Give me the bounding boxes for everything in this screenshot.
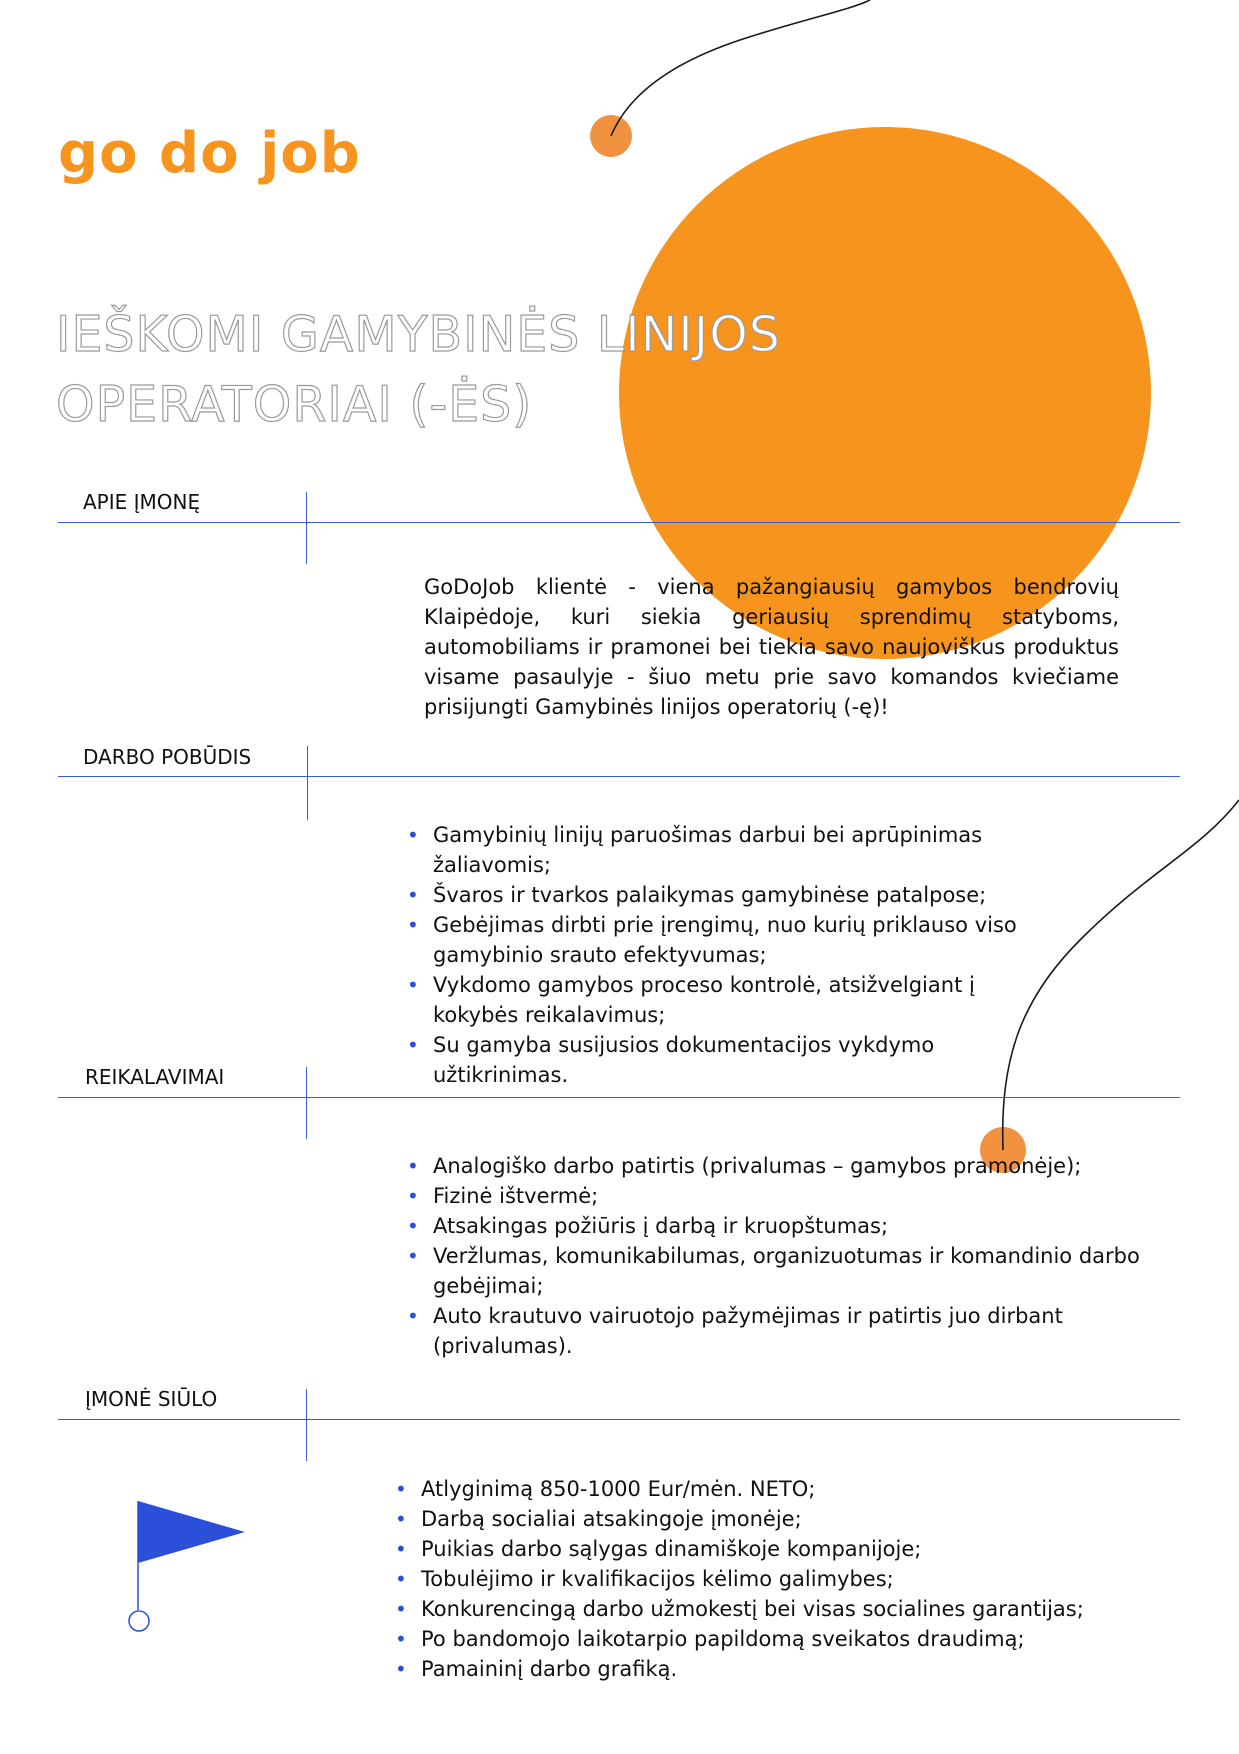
list-item — [403, 1151, 1173, 1181]
section-marker-about — [306, 492, 307, 564]
bullet-icon: • — [395, 1567, 407, 1591]
bullet-icon: • — [407, 1184, 419, 1208]
list-item — [403, 970, 1063, 1030]
list-item — [391, 1564, 1151, 1594]
bullet-icon: • — [395, 1477, 407, 1501]
section-divider-requirements — [58, 1097, 1180, 1098]
section-marker-duties — [307, 746, 308, 820]
list-item-text: Analogiško darbo patirtis (privalumas – gamybos pramonėje); — [433, 1154, 1082, 1178]
duties-list — [403, 820, 1063, 1090]
list-item — [391, 1624, 1151, 1654]
list-item — [391, 1474, 1151, 1504]
list-item — [403, 1241, 1173, 1301]
about-company-text: GoDoJob klientė - viena pažangiausių gamybos bendrovių Klaipėdoje, kuri siekia geriausių sprendimų statyboms, automobiliams ir pramonei bei tiekia savo naujoviškus produktus visame pasaulyje - šiuo metu prie savo komandos kviečiame prisijungti Gamybinės linijos operatorių (-ę)! — [424, 575, 1119, 719]
bullet-icon: • — [407, 1154, 419, 1178]
list-item — [403, 910, 1063, 970]
curve-line-top — [611, 0, 870, 136]
bullet-icon: • — [407, 973, 419, 997]
title-line-2: OPERATORIAI (-ĖS) — [56, 376, 533, 433]
section-label-about: APIE ĮMONĘ — [83, 490, 201, 514]
list-item — [403, 1211, 1173, 1241]
bullet-icon: • — [395, 1597, 407, 1621]
list-item-text: Darbą socialiai atsakingoje įmonėje; — [421, 1507, 802, 1531]
list-item-text: Fizinė ištvermė; — [433, 1184, 599, 1208]
bullet-icon: • — [407, 1214, 419, 1238]
section-divider-about — [58, 522, 1180, 523]
list-item-text: Konkurencingą darbo užmokestį bei visas socialines garantijas; — [421, 1597, 1084, 1621]
list-item — [403, 820, 1063, 880]
list-item — [391, 1534, 1151, 1564]
list-item-text: Veržlumas, komunikabilumas, organizuotumas ir komandinio darbo gebėjimai; — [433, 1244, 1140, 1298]
list-item-text: Švaros ir tvarkos palaikymas gamybinėse patalpose; — [433, 883, 987, 907]
list-item — [403, 1030, 1063, 1090]
list-item-text: Gebėjimas dirbti prie įrengimų, nuo kurių priklauso viso gamybinio srauto efektyvumas; — [433, 913, 1017, 967]
list-item-text: Pamaininį darbo grafiką. — [421, 1657, 678, 1681]
section-marker-requirements — [306, 1067, 307, 1139]
list-item-text: Atlyginimą 850-1000 Eur/mėn. NETO; — [421, 1477, 816, 1501]
section-label-duties: DARBO POBŪDIS — [83, 745, 252, 769]
list-item-text: Po bandomojo laikotarpio papildomą sveikatos draudimą; — [421, 1627, 1025, 1651]
bullet-icon: • — [407, 1033, 419, 1057]
list-item — [403, 1181, 1173, 1211]
list-item-text: Atsakingas požiūris į darbą ir kruopštumas; — [433, 1214, 889, 1238]
list-item — [403, 1301, 1173, 1361]
list-item-text: Su gamyba susijusios dokumentacijos vykdymo užtikrinimas. — [433, 1033, 935, 1087]
page-title — [56, 300, 781, 440]
section-divider-duties — [58, 776, 1180, 777]
section-marker-offer — [306, 1389, 307, 1461]
list-item — [391, 1594, 1151, 1624]
list-item-text: Puikias darbo sąlygas dinamiškoje kompanijoje; — [421, 1537, 922, 1561]
section-label-offer: ĮMONĖ SIŪLO — [85, 1387, 218, 1411]
list-item-text: Tobulėjimo ir kvalifikacijos kėlimo galimybes; — [421, 1567, 894, 1591]
bullet-icon: • — [407, 883, 419, 907]
offer-list — [391, 1474, 1151, 1684]
list-item-text: Auto krautuvo vairuotojo pažymėjimas ir patirtis juo dirbant (privalumas). — [433, 1304, 1063, 1358]
title-line-1: IEŠKOMI GAMYBINĖS LINIJOS — [56, 306, 781, 363]
list-item-text: Gamybinių linijų paruošimas darbui bei aprūpinimas žaliavomis; — [433, 823, 983, 877]
bullet-icon: • — [407, 1304, 419, 1328]
bullet-icon: • — [407, 913, 419, 937]
section-label-requirements: REIKALAVIMAI — [85, 1065, 225, 1089]
bullet-icon: • — [395, 1657, 407, 1681]
bullet-icon: • — [407, 823, 419, 847]
bullet-icon: • — [395, 1627, 407, 1651]
bullet-icon: • — [395, 1537, 407, 1561]
list-item — [403, 880, 1063, 910]
bullet-icon: • — [395, 1507, 407, 1531]
list-item — [391, 1504, 1151, 1534]
list-item-text: Vykdomo gamybos proceso kontrolė, atsižvelgiant į kokybės reikalavimus; — [433, 973, 975, 1027]
flag-icon — [120, 1495, 250, 1635]
bullet-icon: • — [407, 1244, 419, 1268]
list-item — [391, 1654, 1151, 1684]
section-divider-offer — [58, 1419, 1180, 1420]
requirements-list — [403, 1151, 1173, 1361]
company-logo: go do job — [58, 121, 361, 186]
